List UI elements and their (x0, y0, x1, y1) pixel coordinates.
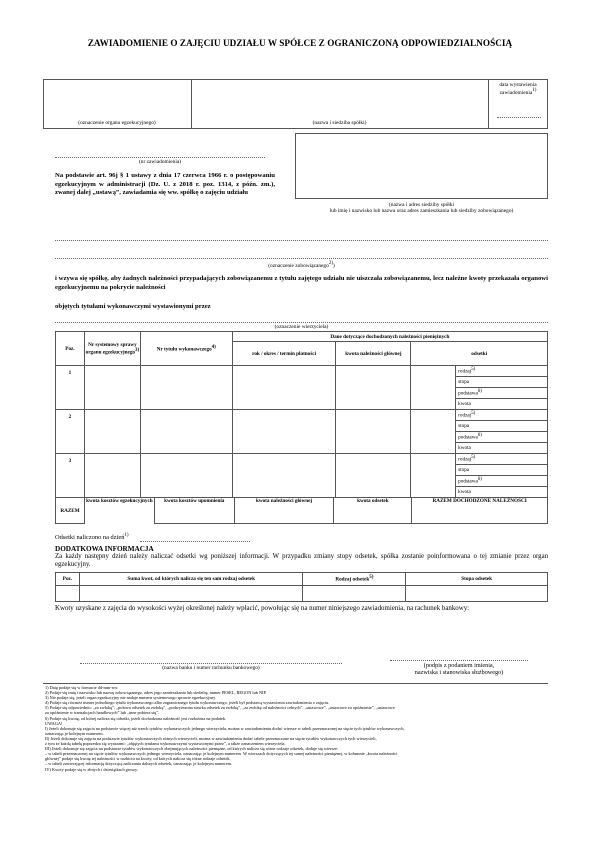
extra-text: Za każdy następny dzień należy naliczać odsetki wg poniższej informacji. W przypadku zmiany stopy odsetek, spółka zostanie poinformowana o tej zmianie przez organ egzekucyjny. (55, 553, 548, 569)
row-poz: 3 (56, 454, 85, 498)
extra-heading: DODATKOWA INFORMACJA (55, 545, 154, 553)
odsetki-sub-label: podstawa$^{6)}$ (456, 476, 548, 487)
col-nr-systemowy: Nr systemowy sprawy organu egzekucyjnego$^{3)}$ (84, 332, 140, 366)
table-cell[interactable] (336, 454, 411, 498)
summary-koszty-upom: kwota kosztów upomnienia (154, 498, 234, 524)
odsetki-value-cell[interactable] (411, 410, 456, 454)
footnote-line: za opóźnienie w transakcjach handlowych” lub „inne pobiera się”. (45, 710, 160, 716)
odsetki-sub-label: rodzaj$^{5)}$ (456, 454, 548, 465)
col-nr-tytulu: Nr tytułu wykonawczego$^{4)}$ (140, 332, 232, 366)
odsetki-sub-label: podstawa$^{6)}$ (456, 388, 548, 399)
creditor-line[interactable] (55, 322, 548, 323)
spolka-address-box[interactable] (295, 133, 548, 199)
footnote-line: I) Jeżeli dokonuje się zajęcia na podstawie więcej niż trzech tytułów wykonawczych jednego wierzyciela, można w zawiadomieniu dodać wiersze w tabeli przeznaczonej na sięcie tych tytułów wykonawczych, (45, 725, 405, 731)
col-group-header: Dane dotyczące dochodzonych należności pieniężnych (232, 332, 547, 342)
table-cell[interactable] (336, 410, 411, 454)
table-cell[interactable] (140, 366, 232, 410)
table-cell[interactable] (140, 454, 232, 498)
table-cell[interactable] (140, 410, 232, 454)
footnote-line: 1) Datę podaje się w formacie dd-mm-rrrr. (45, 685, 119, 690)
table-cell[interactable] (232, 366, 336, 410)
footnote-line: oznaczając je kolejnym numerem. (45, 730, 104, 736)
row-poz: 1 (56, 366, 85, 410)
extra-col-suma: Suma kwot, od których nalicza się ten sam rodzaj odsetek (79, 573, 303, 586)
bank-account-label: (nazwa banku i numer rachunku bankowego) (162, 665, 260, 671)
footnote-line: – w tabeli przeznaczonej na sięcie tytułów wykonawczych jednego wierzyciela, oznaczając je kolejnym numerem. W wierszach dotyczących tej samej należności pieniężnej, w kolumnie „kwota należności (45, 751, 398, 757)
extra-col-poz: Poz. (56, 573, 80, 586)
col-odsetki: odsetki (411, 342, 548, 366)
table-cell[interactable] (84, 366, 140, 410)
extra-col-rodzaj: Rodzaj odsetek$^{5)}$ (303, 573, 406, 586)
odsetki-sub-label: kwota (456, 443, 548, 454)
legal-basis-text: Na podstawie art. 96j § 1 ustawy z dnia 17 czerwca 1966 r. o postępowaniu egzekucyjnym w administracji (Dz. U. z 2018 r. poz. 1314, z późn. zm.), zwanej dalej „ustawą”, zawiadamia się ww. spółkę o zajęciu udziału (55, 172, 275, 197)
obligor-line-2[interactable] (55, 258, 548, 259)
bank-account-line[interactable] (80, 663, 342, 664)
col-kwota-glowna: kwota należności głównej (336, 342, 411, 366)
date-label: data wystawienia zawiadomienia$^{1)}$ (499, 82, 537, 96)
call-text: i wzywa się spółkę, aby żadnych należności przypadających zobowiązanemu z tytułu zajętego udziału nie uiszczała zobowiązanemu, lecz należne kwoty przekazała organowi egzekucyjnemu na pokrycie należności (55, 275, 548, 291)
odsetki-sub-label: stopa (456, 421, 548, 432)
extra-cell[interactable] (79, 586, 303, 602)
summary-koszty-egz: kwota kosztów egzekucyjnych (84, 498, 154, 524)
footnote-line: 3) Nie podaje się, jeżeli organ egzekucyjny nie nadaje numeru systemowego sprawie egzekucyjnej. (45, 695, 216, 701)
obligor-line-1[interactable] (55, 240, 548, 241)
footnote-line: 6) Podaje się kwotę, od której nalicza się odsetki, jeżeli dochodzona należność jest rozłożona na podatek. (45, 715, 227, 721)
footnotes (45, 685, 548, 772)
extra-cell[interactable] (56, 586, 80, 602)
footnote-line: III) Jeżeli dokonuje się zajęcia na podstawie tytułów wykonawczych obejmujących należności pieniężne, od których nalicza się różne rodzaje odsetek, dodaje się wiersze: (45, 746, 339, 752)
footnote-line: głównej” podaje się kwotę tej należności w rozbiciu na kwoty, od których nalicza się różne rodzaje odsetek, (45, 756, 231, 762)
table-cell[interactable] (232, 454, 336, 498)
date-field-line[interactable] (497, 117, 541, 118)
footnote-line: II) Jeżeli dokonuje się zajęcia na podstawie tytułów wykonawczych różnych wierzycieli, można w zawiadomieniu dodać tabele przeznaczone na sięcie tytułów wykonawczych tych wierzycieli, (45, 735, 377, 741)
table-row (56, 366, 548, 377)
document-title: ZAWIADOMIENIE O ZAJĘCIU UDZIAŁU W SPÓŁCE Z OGRANICZONĄ ODPOWIEDZIALNOŚCIĄ (87, 38, 513, 48)
odsetki-sub-label: podstawa$^{6)}$ (456, 432, 548, 443)
odsetki-sub-label: rodzaj$^{5)}$ (456, 410, 548, 421)
footnote-line: z tym że każdą tabelę poprzedza się wyrazami: „objętych tytułami wykonawczymi wystawionymi przez”, a także oznaczeniem wierzyciela. (45, 741, 286, 747)
extra-table (55, 572, 548, 602)
odsetki-sub-label: rodzaj$^{5)}$ (456, 366, 548, 377)
row-poz: 2 (56, 410, 85, 454)
creditor-label: (oznaczenie wierzyciela) (274, 324, 329, 330)
summary-kwota-odsetek: kwota odsetek (334, 498, 412, 524)
summary-table (55, 497, 548, 524)
extra-cell[interactable] (303, 586, 406, 602)
notice-number-label: (nr zawiadomienia) (138, 159, 182, 165)
footnote-line: 2) Podaje się imię i nazwisko lub nazwę zobowiązanego, adres jego zamieszkania lub siedzibę, numer PESEL, REGON lub NIP. (45, 690, 267, 696)
interest-date: Odsetki naliczono na dzień$^{1)}$ (55, 533, 129, 542)
footnote-rule (43, 683, 548, 684)
spolka-address-label: (nazwa i adres siedziby spółki lub imię i nazwisko lub nazwa oraz adres zamieszkania lub siedziby zobowiązanego) (329, 202, 514, 214)
summary-kwota-glowna: kwota należności głównej (234, 498, 334, 524)
table-row (56, 454, 548, 465)
odsetki-sub-label: stopa (456, 377, 548, 388)
signature-label: (podpis z podaniem imienia, nazwiska i stanowiska służbowego) (414, 662, 504, 677)
spolka-label: (nazwa i siedziba spółki) (312, 120, 367, 126)
odsetki-value-cell[interactable] (411, 454, 456, 498)
table-row (56, 410, 548, 421)
obligor-label: (oznaczenie zobowiązanego$^{2)}$) (268, 261, 335, 269)
organ-label: (oznaczenie organu egzekucyjnego) (78, 120, 156, 126)
odsetki-value-cell[interactable] (411, 366, 456, 410)
footnote-line: UWAGA! (45, 720, 63, 726)
odsetki-sub-label: stopa (456, 465, 548, 476)
odsetki-sub-label: kwota (456, 399, 548, 410)
footnote-line: 5) Podaje się odpowiednio: „za zwłokę”, „połowa odsetek za zwłokę”, „podwyższona stawka odsetek za zwłokę”, „za zwłokę od należności celnych”, „ustawowe”, „ustawowe za opóźnienie”, „ustawowe (45, 705, 395, 711)
footnote-line: – w tabeli zawierającej informację dotyczącą naliczania dalszych odsetek, oznaczając je kolejnym numerem. (45, 761, 233, 767)
table-cell[interactable] (336, 366, 411, 410)
titles-table (55, 331, 548, 498)
odsetki-sub-label: kwota (456, 487, 548, 498)
table-cell[interactable] (232, 410, 336, 454)
summary-razem-dochodzone: RAZEM DOCHODZONE NALEŻNOŚCI (412, 498, 548, 524)
footnote-line: IV) Kwoty podaje się w złotych i dziesiątkach groszy. (45, 766, 138, 772)
titles-text: objętych tytułami wykonawczymi wystawionymi przez (55, 303, 211, 310)
col-poz: Poz. (56, 332, 85, 366)
signature-line[interactable] (390, 660, 528, 661)
summary-razem: RAZEM (56, 498, 85, 524)
table-cell[interactable] (84, 454, 140, 498)
extra-col-stopa: Stopa odsetek (406, 573, 548, 586)
interest-date-line[interactable] (140, 541, 250, 542)
extra-cell[interactable] (406, 586, 548, 602)
payment-text: Kwoty uzyskane z zajęcia do wysokości wyżej określonej należy wpłacić, powołując się na numer niniejszego zawiadomienia, na rachunek bankowy: (55, 605, 470, 612)
table-cell[interactable] (84, 410, 140, 454)
notice-number-line[interactable] (55, 157, 265, 158)
col-rok: rok / okres / termin płatności (232, 342, 336, 366)
footnote-line: 4) Podaje się również numer jednolitego tytułu wykonawczego albo zagranicznego tytułu wykonawczego, jeżeli był podstawą wystawienia zawiadomienia o zajęciu. (45, 700, 330, 706)
